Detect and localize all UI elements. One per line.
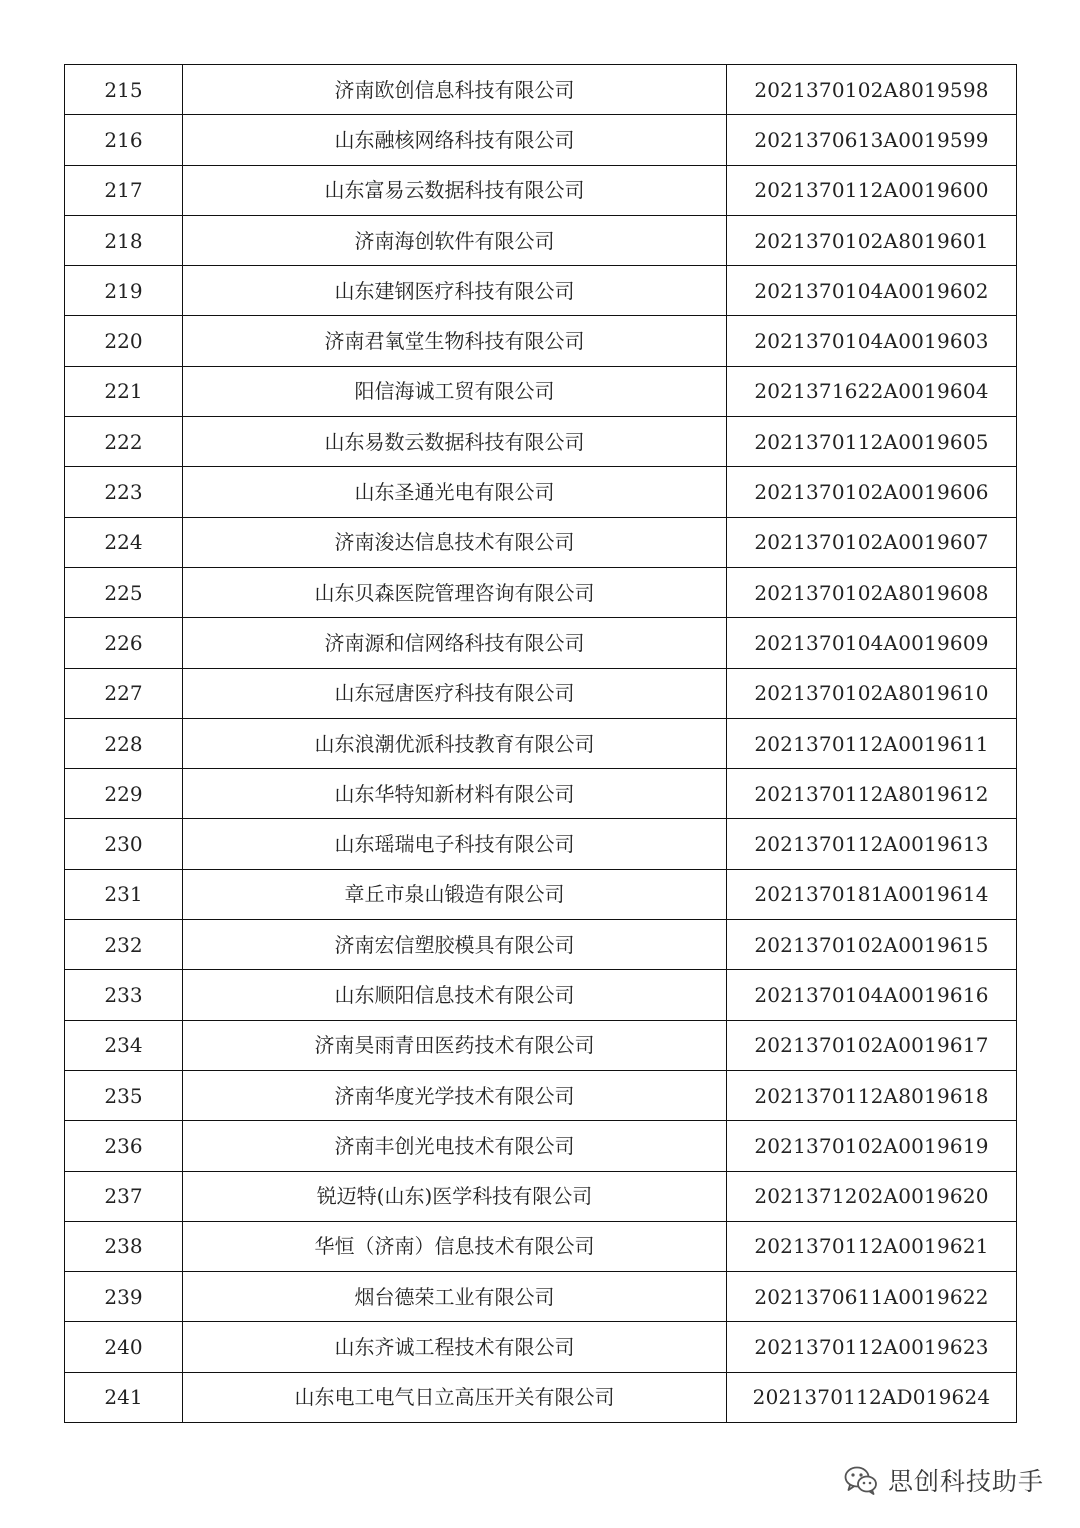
row-number-cell: 239 [65, 1272, 183, 1322]
row-number-cell: 226 [65, 618, 183, 668]
table-row [65, 668, 1017, 718]
watermark-text: 思创科技助手 [887, 1467, 1044, 1496]
row-number-cell: 216 [65, 115, 183, 165]
row-number-cell: 225 [65, 567, 183, 617]
registration-code-cell: 2021370102A0019607 [727, 517, 1017, 567]
company-name-cell: 山东富易云数据科技有限公司 [183, 165, 727, 215]
row-number-cell: 236 [65, 1121, 183, 1171]
row-number-cell: 223 [65, 467, 183, 517]
table-row [65, 769, 1017, 819]
company-name-cell: 山东贝森医院管理咨询有限公司 [183, 567, 727, 617]
registration-code-cell: 2021370104A0019603 [727, 316, 1017, 366]
company-name-cell: 山东融核网络科技有限公司 [183, 115, 727, 165]
row-number-cell: 238 [65, 1221, 183, 1271]
registration-code-cell: 2021371202A0019620 [727, 1171, 1017, 1221]
company-name-cell: 济南海创软件有限公司 [183, 215, 727, 265]
registration-code-cell: 2021370112A0019621 [727, 1221, 1017, 1271]
table-row [65, 316, 1017, 366]
registration-code-cell: 2021370102A0019619 [727, 1121, 1017, 1171]
row-number-cell: 232 [65, 920, 183, 970]
row-number-cell: 235 [65, 1070, 183, 1120]
table-row [65, 567, 1017, 617]
company-name-cell: 山东华特知新材料有限公司 [183, 769, 727, 819]
table-row [65, 517, 1017, 567]
company-name-cell: 济南欧创信息科技有限公司 [183, 65, 727, 115]
row-number-cell: 227 [65, 668, 183, 718]
company-name-cell: 济南浚达信息技术有限公司 [183, 517, 727, 567]
table-row [65, 1221, 1017, 1271]
company-name-cell: 华恒（济南）信息技术有限公司 [183, 1221, 727, 1271]
registration-code-cell: 2021370104A0019616 [727, 970, 1017, 1020]
registry-table [64, 64, 1017, 1423]
registration-code-cell: 2021370112A0019611 [727, 718, 1017, 768]
row-number-cell: 222 [65, 417, 183, 467]
company-name-cell: 山东电工电气日立高压开关有限公司 [183, 1372, 727, 1422]
wechat-icon [844, 1465, 878, 1495]
company-name-cell: 济南昊雨青田医药技术有限公司 [183, 1020, 727, 1070]
table-row [65, 1272, 1017, 1322]
row-number-cell: 219 [65, 266, 183, 316]
registration-code-cell: 2021370611A0019622 [727, 1272, 1017, 1322]
row-number-cell: 220 [65, 316, 183, 366]
row-number-cell: 230 [65, 819, 183, 869]
table-row [65, 920, 1017, 970]
row-number-cell: 215 [65, 65, 183, 115]
company-name-cell: 山东瑶瑞电子科技有限公司 [183, 819, 727, 869]
table-row [65, 467, 1017, 517]
registration-code-cell: 2021370112A0019613 [727, 819, 1017, 869]
registration-code-cell: 2021370102A8019610 [727, 668, 1017, 718]
table-row [65, 1121, 1017, 1171]
row-number-cell: 224 [65, 517, 183, 567]
registration-code-cell: 2021370112A0019623 [727, 1322, 1017, 1372]
company-name-cell: 山东建钢医疗科技有限公司 [183, 266, 727, 316]
registration-code-cell: 2021370112A0019600 [727, 165, 1017, 215]
registration-code-cell: 2021370112A8019612 [727, 769, 1017, 819]
company-name-cell: 济南宏信塑胶模具有限公司 [183, 920, 727, 970]
registration-code-cell: 2021371622A0019604 [727, 366, 1017, 416]
row-number-cell: 228 [65, 718, 183, 768]
registration-code-cell: 2021370112AD019624 [727, 1372, 1017, 1422]
row-number-cell: 217 [65, 165, 183, 215]
company-name-cell: 山东顺阳信息技术有限公司 [183, 970, 727, 1020]
company-name-cell: 山东易数云数据科技有限公司 [183, 417, 727, 467]
registration-code-cell: 2021370112A0019605 [727, 417, 1017, 467]
company-name-cell: 章丘市泉山锻造有限公司 [183, 869, 727, 919]
table-row [65, 1171, 1017, 1221]
registration-code-cell: 2021370102A0019606 [727, 467, 1017, 517]
table-body [65, 65, 1017, 1423]
registration-code-cell: 2021370102A8019601 [727, 215, 1017, 265]
table-row [65, 1020, 1017, 1070]
row-number-cell: 221 [65, 366, 183, 416]
registration-code-cell: 2021370181A0019614 [727, 869, 1017, 919]
table-row [65, 1070, 1017, 1120]
row-number-cell: 241 [65, 1372, 183, 1422]
company-name-cell: 山东圣通光电有限公司 [183, 467, 727, 517]
company-name-cell: 山东冠唐医疗科技有限公司 [183, 668, 727, 718]
company-name-cell: 济南丰创光电技术有限公司 [183, 1121, 727, 1171]
registration-code-cell: 2021370104A0019609 [727, 618, 1017, 668]
registration-code-cell: 2021370102A8019598 [727, 65, 1017, 115]
company-name-cell: 烟台德荣工业有限公司 [183, 1272, 727, 1322]
row-number-cell: 234 [65, 1020, 183, 1070]
table-row [65, 417, 1017, 467]
company-name-cell: 山东浪潮优派科技教育有限公司 [183, 718, 727, 768]
table-row [65, 65, 1017, 115]
table-row [65, 970, 1017, 1020]
row-number-cell: 231 [65, 869, 183, 919]
table-row [65, 1372, 1017, 1422]
table-row [65, 1322, 1017, 1372]
watermark [844, 1462, 1044, 1498]
company-name-cell: 阳信海诚工贸有限公司 [183, 366, 727, 416]
table-row [65, 869, 1017, 919]
registration-code-cell: 2021370104A0019602 [727, 266, 1017, 316]
company-name-cell: 山东齐诚工程技术有限公司 [183, 1322, 727, 1372]
registration-code-cell: 2021370102A0019615 [727, 920, 1017, 970]
registration-code-cell: 2021370102A8019608 [727, 567, 1017, 617]
row-number-cell: 240 [65, 1322, 183, 1372]
registration-code-cell: 2021370613A0019599 [727, 115, 1017, 165]
table-row [65, 266, 1017, 316]
table-row [65, 718, 1017, 768]
table-row [65, 115, 1017, 165]
registration-code-cell: 2021370102A0019617 [727, 1020, 1017, 1070]
row-number-cell: 237 [65, 1171, 183, 1221]
row-number-cell: 233 [65, 970, 183, 1020]
row-number-cell: 218 [65, 215, 183, 265]
registration-code-cell: 2021370112A8019618 [727, 1070, 1017, 1120]
company-name-cell: 锐迈特(山东)医学科技有限公司 [183, 1171, 727, 1221]
row-number-cell: 229 [65, 769, 183, 819]
table-row [65, 366, 1017, 416]
company-name-cell: 济南君氧堂生物科技有限公司 [183, 316, 727, 366]
table-row [65, 165, 1017, 215]
table-row [65, 618, 1017, 668]
company-name-cell: 济南华度光学技术有限公司 [183, 1070, 727, 1120]
table-row [65, 819, 1017, 869]
table-row [65, 215, 1017, 265]
company-name-cell: 济南源和信网络科技有限公司 [183, 618, 727, 668]
